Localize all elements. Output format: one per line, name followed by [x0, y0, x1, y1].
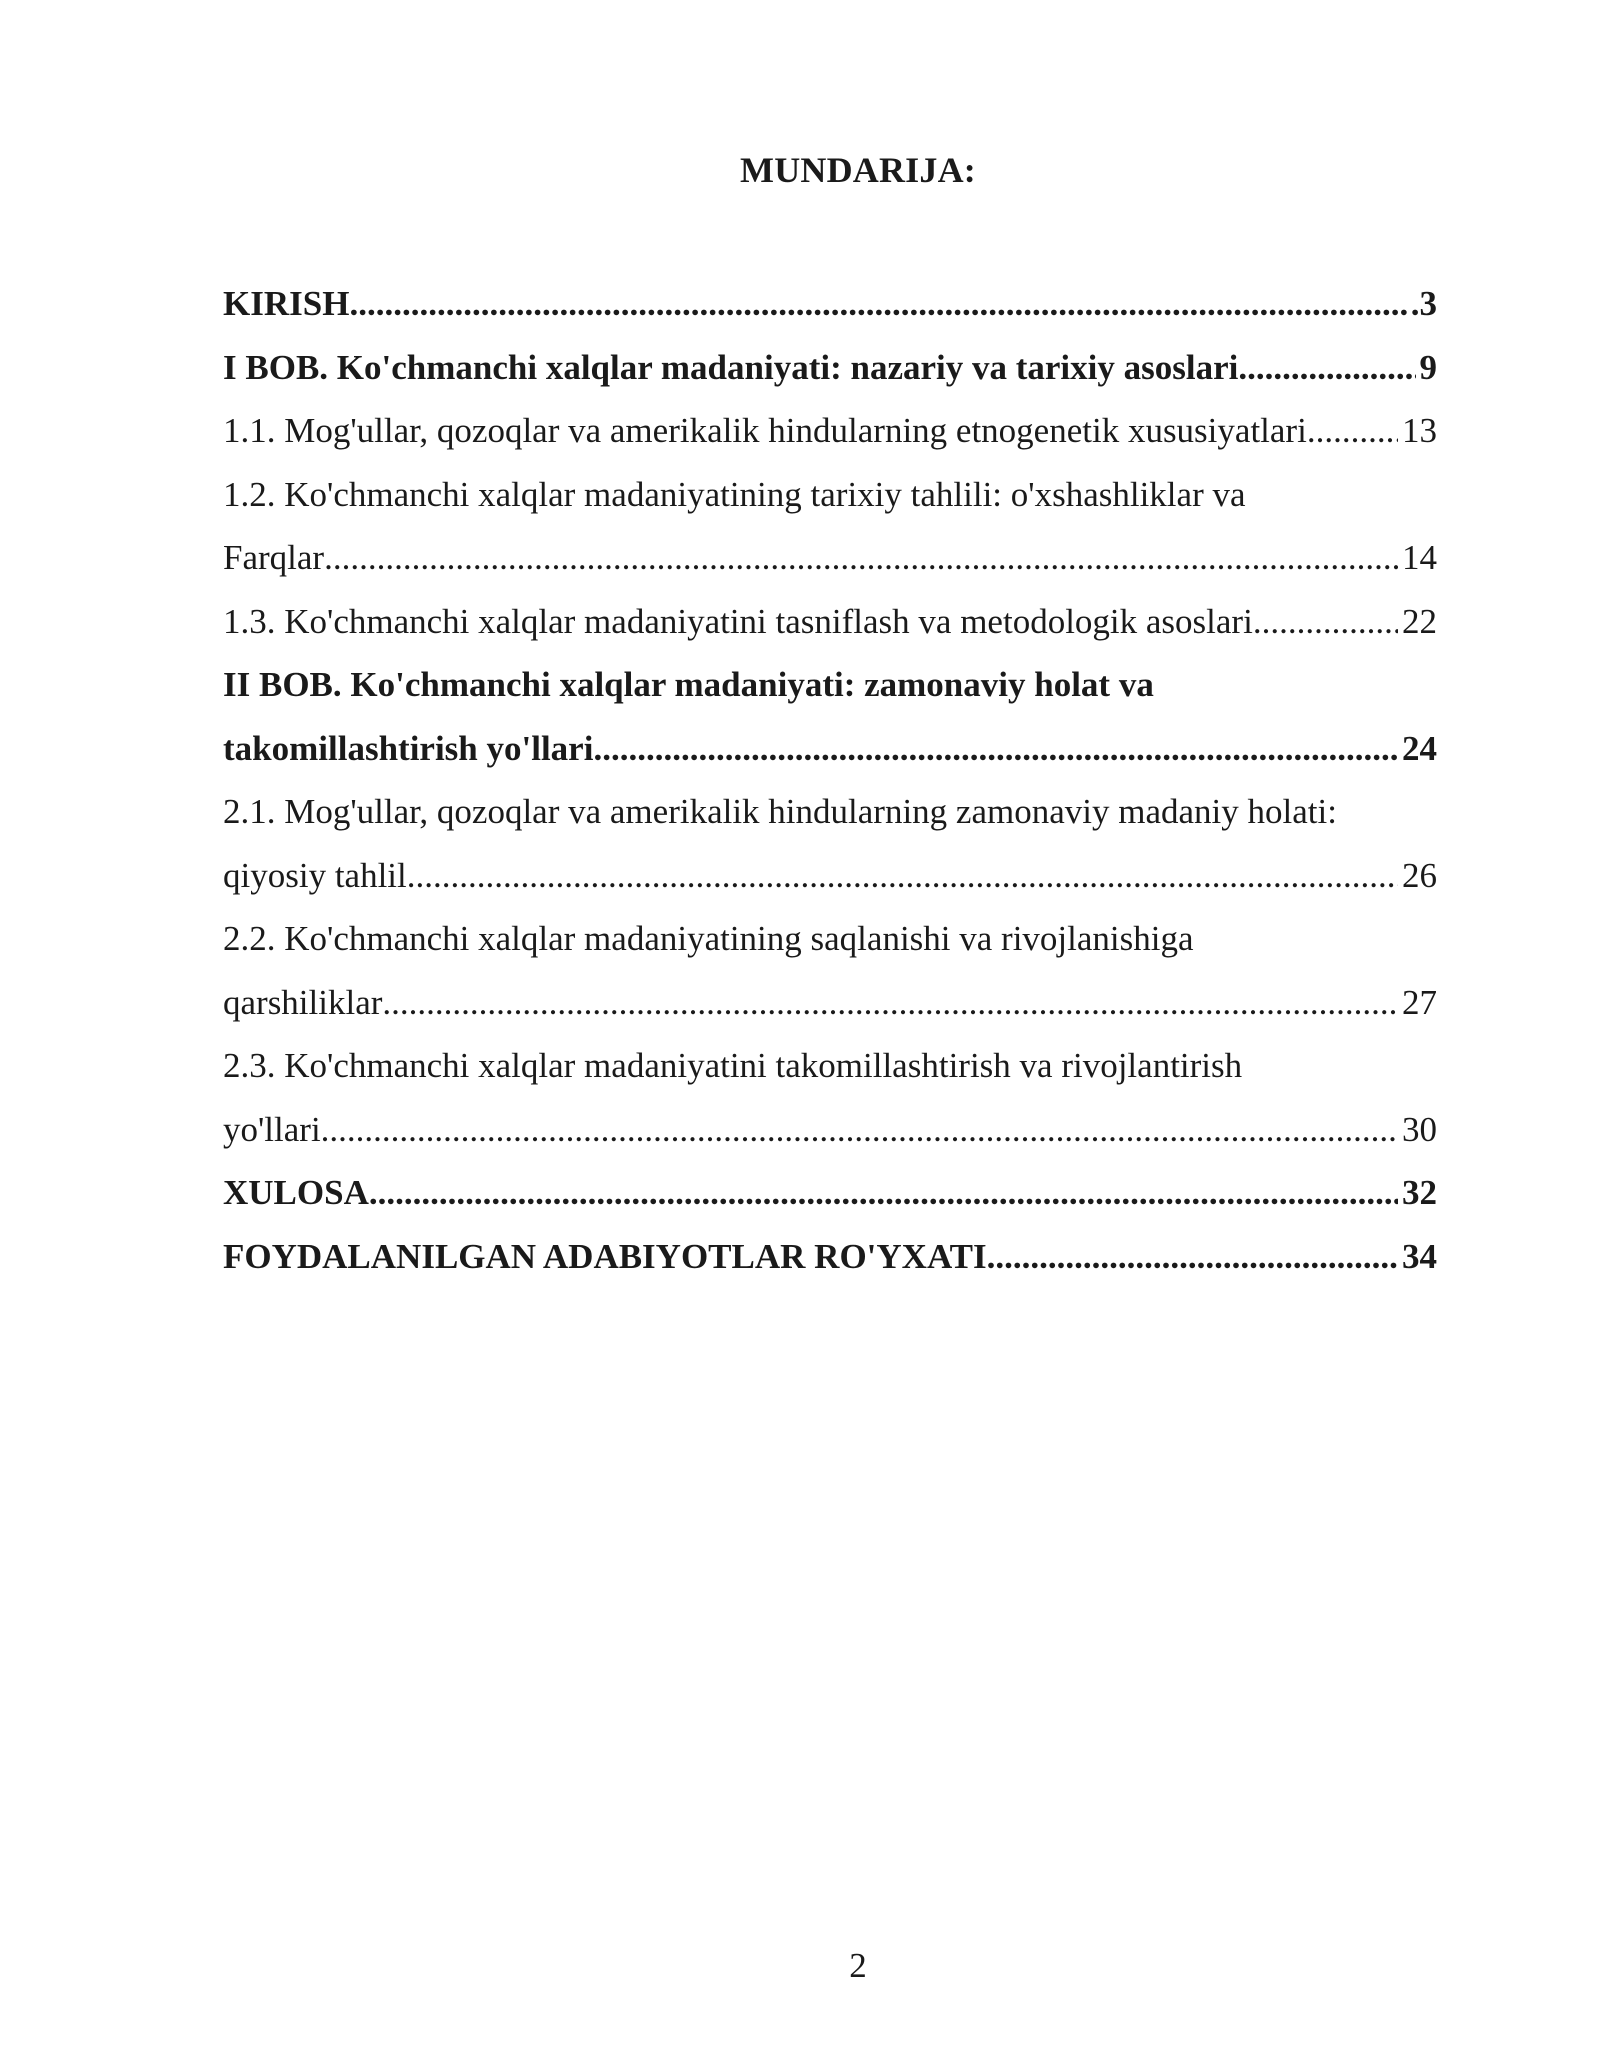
- dot-leader: [349, 272, 1406, 336]
- toc-entry-line: [223, 1225, 1437, 1289]
- toc-entry-title: yo'llari: [223, 1109, 321, 1149]
- dot-leader: [321, 1098, 1398, 1162]
- toc-entry-page: 24: [1402, 728, 1437, 768]
- toc-entry-line: [223, 336, 1437, 400]
- dot-leader: [1238, 336, 1415, 400]
- toc-entry-page: 26: [1402, 855, 1437, 895]
- toc-entry-line: [223, 1161, 1437, 1225]
- toc-entry-page: .3: [1410, 284, 1437, 323]
- toc-entry-page: 30: [1402, 1109, 1437, 1149]
- page-title: MUNDARIJA:: [740, 150, 976, 190]
- toc-entry: [223, 780, 1437, 907]
- dot-leader: [324, 526, 1398, 590]
- toc-entry-line: [223, 526, 1437, 590]
- toc-entry-line: [223, 399, 1437, 463]
- page-number: 2: [849, 1946, 867, 1985]
- toc-entry-title-line: 1.2. Ko'chmanchi xalqlar madaniyatining tarixiy tahlili: o'xshashliklar va: [223, 474, 1246, 514]
- toc-entry-page: 13: [1402, 411, 1437, 450]
- toc-entry-title: qarshiliklar: [223, 982, 383, 1022]
- dot-leader: [369, 1161, 1398, 1225]
- toc-entry-title: KIRISH: [223, 284, 350, 323]
- toc-entry: [223, 1034, 1437, 1161]
- toc-entry-title: I BOB. Ko'chmanchi xalqlar madaniyati: nazariy va tarixiy asoslari: [223, 347, 1239, 387]
- toc-entry-title: qiyosiy tahlil: [223, 855, 407, 895]
- toc-entry-line: [223, 971, 1437, 1035]
- table-of-contents: [223, 272, 1437, 1288]
- toc-entry: [223, 1161, 1437, 1225]
- toc-entry-page: 27: [1402, 982, 1437, 1022]
- toc-entry-line: [223, 1098, 1437, 1162]
- toc-entry-title: takomillashtirish yo'llari: [223, 728, 594, 768]
- dot-leader: [1253, 590, 1398, 654]
- dot-leader: [407, 844, 1398, 908]
- toc-entry-title-line: 2.3. Ko'chmanchi xalqlar madaniyatini takomillashtirish va rivojlantirish: [223, 1046, 1243, 1085]
- toc-entry-line: [223, 590, 1437, 654]
- toc-entry-title: 1.1. Mog'ullar, qozoqlar va amerikalik hindularning etnogenetik xususiyatlari: [223, 411, 1307, 450]
- toc-entry-title: Farqlar: [223, 538, 325, 577]
- toc-entry-title-line: 2.2. Ko'chmanchi xalqlar madaniyatining saqlanishi va rivojlanishiga: [223, 919, 1194, 958]
- toc-entry-page: 14: [1402, 538, 1437, 577]
- toc-entry: [223, 399, 1437, 463]
- toc-entry-title: 1.3. Ko'chmanchi xalqlar madaniyatini tasniflash va metodologik asoslari: [223, 601, 1253, 641]
- toc-entry: [223, 272, 1437, 336]
- toc-entry-page: 34: [1402, 1236, 1437, 1276]
- toc-entry: [223, 590, 1437, 654]
- toc-entry: [223, 907, 1437, 1034]
- toc-entry: [223, 463, 1437, 590]
- toc-entry: [223, 1225, 1437, 1289]
- toc-entry-title-line: 2.1. Mog'ullar, qozoqlar va amerikalik hindularning zamonaviy madaniy holati:: [223, 792, 1337, 831]
- dot-leader: [593, 717, 1398, 781]
- dot-leader: [382, 971, 1398, 1035]
- toc-entry-page: 9: [1419, 347, 1437, 387]
- toc-entry-title: XULOSA: [223, 1173, 369, 1212]
- toc-entry-page: 32: [1402, 1173, 1437, 1212]
- toc-entry: [223, 653, 1437, 780]
- dot-leader: [1307, 399, 1398, 463]
- toc-entry-title-line: II BOB. Ko'chmanchi xalqlar madaniyati: zamonaviy holat va: [223, 665, 1154, 704]
- toc-entry-line: [223, 717, 1437, 781]
- dot-leader: [987, 1225, 1398, 1289]
- toc-entry-line: [223, 272, 1437, 336]
- toc-entry-line: [223, 844, 1437, 908]
- toc-entry-page: 22: [1402, 601, 1437, 641]
- toc-entry: [223, 336, 1437, 400]
- toc-entry-title: FOYDALANILGAN ADABIYOTLAR RO'YXATI: [223, 1236, 987, 1276]
